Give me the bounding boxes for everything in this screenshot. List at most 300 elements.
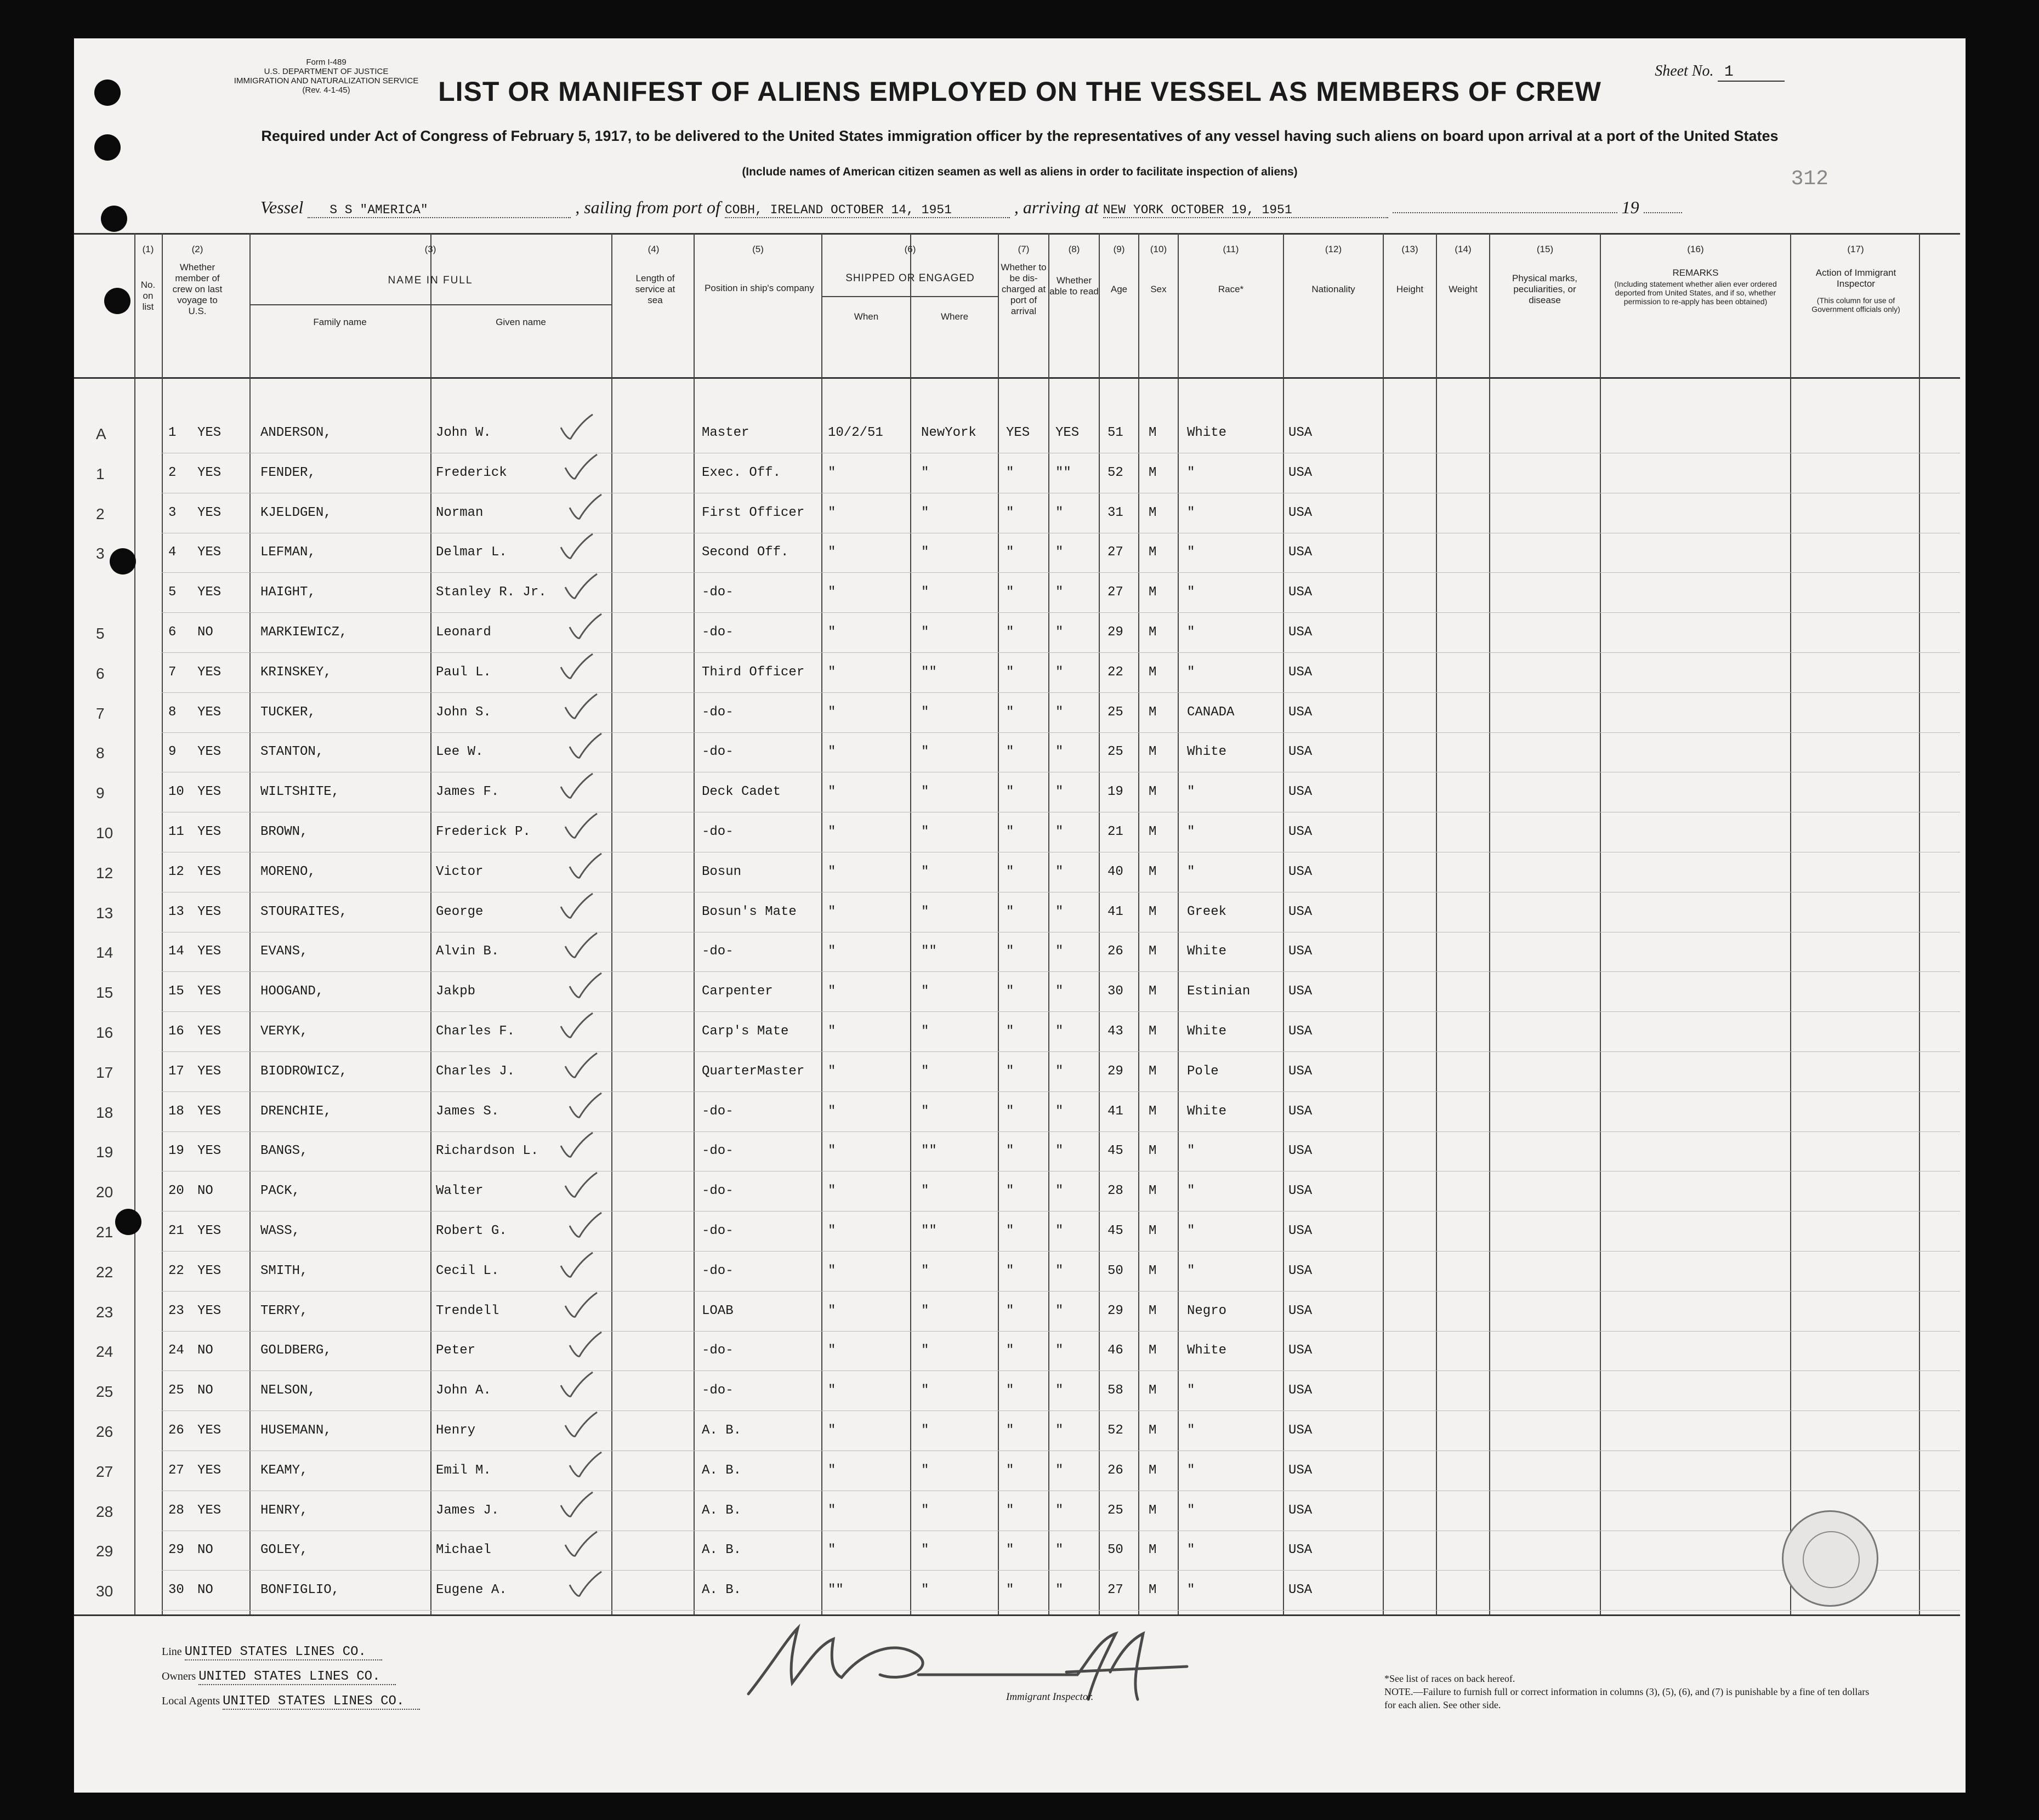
col16-subheader: (Including statement whether alien ever ordered deported from United States, and if so, whether permission to re-apply has been obtained): [1614, 280, 1777, 306]
row-1-fam: ANDERSON,: [260, 425, 332, 440]
row-24-nat: USA: [1288, 1343, 1313, 1358]
year-blank: [1644, 212, 1682, 213]
row-15-voy: YES: [197, 984, 221, 999]
row-16-where: ": [921, 1024, 929, 1039]
row-23-sex: M: [1149, 1304, 1157, 1318]
row-6-dis: ": [1006, 625, 1014, 640]
row-9-no: 9: [168, 744, 177, 759]
header-subrule: [249, 304, 611, 305]
check-mark-icon: [561, 810, 605, 843]
row-25-when: ": [828, 1383, 836, 1398]
row-12-pos: Bosun: [702, 865, 742, 879]
row-1-when: 10/2/51: [828, 425, 883, 440]
row-28-m: 28: [96, 1503, 113, 1520]
row-6-giv: Leonard: [436, 625, 491, 640]
row-7-dis: ": [1006, 665, 1014, 680]
row-23-no: 23: [168, 1304, 184, 1318]
row-3-where: ": [921, 505, 929, 520]
row-20-pos: -do-: [702, 1184, 734, 1198]
row-18-pos: -do-: [702, 1104, 734, 1119]
row-30-fam: BONFIGLIO,: [260, 1583, 340, 1597]
check-mark-icon: [556, 890, 600, 923]
row-1-nat: USA: [1288, 425, 1313, 440]
row-24-sex: M: [1149, 1343, 1157, 1358]
row-9-where: ": [921, 744, 929, 759]
row-3-age: 31: [1107, 505, 1123, 520]
row-15-m: 15: [96, 984, 113, 1001]
col14-header: Weight: [1449, 284, 1478, 294]
row-28-voy: YES: [197, 1503, 221, 1518]
row-17-when: ": [828, 1064, 836, 1079]
row-1-age: 51: [1107, 425, 1123, 440]
check-mark-icon: [556, 411, 600, 444]
row-4-where: ": [921, 545, 929, 560]
row-28-nat: USA: [1288, 1503, 1313, 1518]
row-11-race: ": [1187, 824, 1195, 839]
row-13-where: ": [921, 905, 929, 919]
row-14-voy: YES: [197, 944, 221, 959]
row-24-no: 24: [168, 1343, 184, 1358]
row-17-race: Pole: [1187, 1064, 1219, 1079]
row-13-dis: ": [1006, 905, 1014, 919]
row-16-when: ": [828, 1024, 836, 1039]
row-11-nat: USA: [1288, 824, 1313, 839]
row-18-dis: ": [1006, 1104, 1014, 1119]
col3-header: NAME IN FULL: [388, 275, 473, 286]
row-19-dis: ": [1006, 1144, 1014, 1158]
row-rule: [162, 692, 1960, 693]
check-mark-icon: [556, 651, 600, 684]
row-26-nat: USA: [1288, 1423, 1313, 1438]
column-rule: [611, 233, 612, 1614]
row-6-pos: -do-: [702, 625, 734, 640]
row-22-when: ": [828, 1264, 836, 1278]
check-mark-icon: [561, 1050, 605, 1083]
row-10-m: 9: [96, 784, 105, 801]
row-20-nat: USA: [1288, 1184, 1313, 1198]
col3-given-header: Given name: [496, 317, 546, 327]
row-23-read: ": [1055, 1304, 1064, 1318]
fine-note: [1384, 1685, 1878, 1711]
row-28-where: ": [921, 1503, 929, 1518]
col6-header: SHIPPED OR ENGAGED: [845, 272, 975, 284]
row-12-where: ": [921, 865, 929, 879]
column-rule: [1178, 233, 1179, 1614]
row-13-race: Greek: [1187, 905, 1227, 919]
row-20-fam: PACK,: [260, 1184, 300, 1198]
row-13-sex: M: [1149, 905, 1157, 919]
row-21-m: 21: [96, 1224, 113, 1241]
column-rule: [1048, 233, 1049, 1614]
col6-when-header: When: [854, 311, 879, 322]
row-6-when: ": [828, 625, 836, 640]
row-rule: [162, 1291, 1960, 1292]
footer-rule: [74, 1614, 1960, 1616]
row-18-when: ": [828, 1104, 836, 1119]
row-10-when: ": [828, 784, 836, 799]
row-27-read: ": [1055, 1463, 1064, 1478]
col15-num: (15): [1536, 244, 1554, 254]
col9-num: (9): [1113, 244, 1125, 254]
check-mark-icon: [561, 1289, 605, 1322]
row-2-sex: M: [1149, 465, 1157, 480]
row-2-m: 1: [96, 465, 105, 482]
row-18-giv: James S.: [436, 1104, 499, 1119]
row-rule: [162, 1570, 1960, 1571]
row-29-nat: USA: [1288, 1543, 1313, 1557]
punch-hole: [110, 548, 136, 575]
revision: (Rev. 4-1-45): [302, 86, 350, 95]
row-9-age: 25: [1107, 744, 1123, 759]
row-25-where: ": [921, 1383, 929, 1398]
page-title: LIST OR MANIFEST OF ALIENS EMPLOYED ON THE VESSEL AS MEMBERS OF CREW: [438, 76, 1601, 107]
row-7-voy: YES: [197, 665, 221, 680]
row-16-voy: YES: [197, 1024, 221, 1039]
row-28-fam: HENRY,: [260, 1503, 308, 1518]
row-13-age: 41: [1107, 905, 1123, 919]
check-mark-icon: [561, 930, 605, 963]
row-30-giv: Eugene A.: [436, 1583, 507, 1597]
row-27-pos: A. B.: [702, 1463, 742, 1478]
row-29-when: ": [828, 1543, 836, 1557]
note-label: NOTE.: [1384, 1686, 1413, 1697]
check-mark-icon: [565, 730, 609, 763]
row-12-m: 12: [96, 865, 113, 881]
row-4-sex: M: [1149, 545, 1157, 560]
row-2-no: 2: [168, 465, 177, 480]
row-29-pos: A. B.: [702, 1543, 742, 1557]
row-7-m: 6: [96, 665, 105, 682]
col4-header: Length of service at sea: [635, 273, 675, 305]
row-14-race: White: [1187, 944, 1227, 959]
row-22-m: 22: [96, 1264, 113, 1281]
row-11-m: 10: [96, 824, 113, 841]
department: U.S. DEPARTMENT OF JUSTICE: [264, 67, 389, 76]
row-29-sex: M: [1149, 1543, 1157, 1557]
row-16-nat: USA: [1288, 1024, 1313, 1039]
row-17-pos: QuarterMaster: [702, 1064, 805, 1079]
row-15-no: 15: [168, 984, 184, 999]
row-12-nat: USA: [1288, 865, 1313, 879]
row-8-pos: -do-: [702, 705, 734, 720]
row-3-giv: Norman: [436, 505, 484, 520]
row-rule: [162, 1410, 1960, 1411]
row-30-m: 30: [96, 1583, 113, 1600]
row-25-read: ": [1055, 1383, 1064, 1398]
column-rule: [1283, 233, 1284, 1614]
row-5-fam: HAIGHT,: [260, 585, 316, 600]
col15-header: Physical marks, peculiarities, or disease: [1512, 273, 1578, 305]
row-2-dis: ": [1006, 465, 1014, 480]
check-mark-icon: [565, 850, 609, 883]
row-23-where: ": [921, 1304, 929, 1318]
row-22-sex: M: [1149, 1264, 1157, 1278]
row-4-dis: ": [1006, 545, 1014, 560]
row-25-no: 25: [168, 1383, 184, 1398]
row-11-sex: M: [1149, 824, 1157, 839]
row-8-giv: John S.: [436, 705, 491, 720]
check-mark-icon: [561, 1409, 605, 1442]
row-26-voy: YES: [197, 1423, 221, 1438]
check-mark-icon: [556, 1249, 600, 1282]
row-14-where: "": [921, 944, 937, 959]
inspector-signature: [737, 1617, 1231, 1705]
check-mark-icon: [561, 691, 605, 724]
row-23-nat: USA: [1288, 1304, 1313, 1318]
seal-stamp: [1782, 1510, 1878, 1607]
col11-header: Race*: [1218, 284, 1244, 294]
row-17-voy: YES: [197, 1064, 221, 1079]
manifest-sheet: [74, 38, 1966, 1793]
service: IMMIGRATION AND NATURALIZATION SERVICE: [234, 76, 419, 86]
row-24-pos: -do-: [702, 1343, 734, 1358]
row-9-fam: STANTON,: [260, 744, 324, 759]
row-29-fam: GOLEY,: [260, 1543, 308, 1557]
row-3-m: 2: [96, 505, 105, 522]
line-label: Line: [162, 1646, 182, 1658]
row-14-fam: EVANS,: [260, 944, 308, 959]
row-22-nat: USA: [1288, 1264, 1313, 1278]
row-4-pos: Second Off.: [702, 545, 789, 560]
sheet-number-value: 1: [1718, 64, 1785, 82]
row-4-fam: LEFMAN,: [260, 545, 316, 560]
check-mark-icon: [561, 1528, 605, 1561]
include-note: (Include names of American citizen seamen as well as aliens in order to facilitate inspection of aliens): [742, 166, 1298, 178]
column-rule: [1383, 233, 1384, 1614]
row-25-giv: John A.: [436, 1383, 491, 1398]
row-29-m: 29: [96, 1543, 113, 1560]
row-17-giv: Charles J.: [436, 1064, 515, 1079]
row-18-voy: YES: [197, 1104, 221, 1119]
row-24-fam: GOLDBERG,: [260, 1343, 332, 1358]
col10-header: Sex: [1150, 284, 1167, 294]
row-9-sex: M: [1149, 744, 1157, 759]
agents-field: [162, 1694, 420, 1710]
row-28-read: ": [1055, 1503, 1064, 1518]
row-5-where: ": [921, 585, 929, 600]
row-20-no: 20: [168, 1184, 184, 1198]
column-rule: [910, 233, 911, 1614]
row-17-fam: BIODROWICZ,: [260, 1064, 348, 1079]
row-19-m: 19: [96, 1144, 113, 1161]
col7-num: (7): [1018, 244, 1030, 254]
row-2-when: ": [828, 465, 836, 480]
row-4-voy: YES: [197, 545, 221, 560]
col3-num: (3): [424, 244, 436, 254]
row-24-voy: NO: [197, 1343, 213, 1358]
row-11-no: 11: [168, 824, 184, 839]
row-3-dis: ": [1006, 505, 1014, 520]
row-25-nat: USA: [1288, 1383, 1313, 1398]
row-4-read: ": [1055, 545, 1064, 560]
row-25-m: 25: [96, 1383, 113, 1400]
row-22-pos: -do-: [702, 1264, 734, 1278]
row-5-pos: -do-: [702, 585, 734, 600]
row-12-sex: M: [1149, 865, 1157, 879]
col11-num: (11): [1223, 244, 1239, 254]
punch-hole: [104, 288, 130, 314]
row-15-sex: M: [1149, 984, 1157, 999]
col17-subheader: (This column for use of Government officials only): [1811, 296, 1900, 314]
row-23-pos: LOAB: [702, 1304, 734, 1318]
row-6-m: 5: [96, 625, 105, 642]
row-8-voy: YES: [197, 705, 221, 720]
row-8-no: 8: [168, 705, 177, 720]
row-2-age: 52: [1107, 465, 1123, 480]
check-mark-icon: [565, 1568, 609, 1601]
row-22-race: ": [1187, 1264, 1195, 1278]
row-5-race: ": [1187, 585, 1195, 600]
row-26-m: 26: [96, 1423, 113, 1440]
col5-header: Position in ship's company: [705, 283, 814, 293]
row-16-sex: M: [1149, 1024, 1157, 1039]
row-16-age: 43: [1107, 1024, 1123, 1039]
row-12-dis: ": [1006, 865, 1014, 879]
row-27-nat: USA: [1288, 1463, 1313, 1478]
row-6-nat: USA: [1288, 625, 1313, 640]
row-17-dis: ": [1006, 1064, 1014, 1079]
row-9-when: ": [828, 744, 836, 759]
row-13-voy: YES: [197, 905, 221, 919]
row-5-giv: Stanley R. Jr.: [436, 585, 547, 600]
column-rule: [1600, 233, 1601, 1614]
col16-header: REMARKS: [1672, 268, 1719, 278]
row-24-race: White: [1187, 1343, 1227, 1358]
row-30-race: ": [1187, 1583, 1195, 1597]
row-18-age: 41: [1107, 1104, 1123, 1119]
column-rule: [694, 233, 695, 1614]
row-4-giv: Delmar L.: [436, 545, 507, 560]
col6-where-header: Where: [940, 311, 969, 322]
row-19-fam: BANGS,: [260, 1144, 308, 1158]
note-text: —Failure to furnish full or correct information in columns (3), (5), (6), and (7) is punishable by a fine of ten dollars for each alien. See other side.: [1384, 1686, 1870, 1710]
row-4-race: ": [1187, 545, 1195, 560]
col1-num: (1): [142, 244, 154, 254]
row-18-race: White: [1187, 1104, 1227, 1119]
row-24-giv: Peter: [436, 1343, 476, 1358]
row-11-giv: Frederick P.: [436, 824, 531, 839]
row-26-sex: M: [1149, 1423, 1157, 1438]
row-rule: [162, 652, 1960, 653]
row-13-fam: STOURAITES,: [260, 905, 348, 919]
row-16-read: ": [1055, 1024, 1064, 1039]
row-26-dis: ": [1006, 1423, 1014, 1438]
row-26-no: 26: [168, 1423, 184, 1438]
column-rule: [162, 233, 163, 1614]
row-21-giv: Robert G.: [436, 1224, 507, 1238]
row-25-voy: NO: [197, 1383, 213, 1398]
row-rule: [162, 1091, 1960, 1092]
row-17-nat: USA: [1288, 1064, 1313, 1079]
row-15-when: ": [828, 984, 836, 999]
check-mark-icon: [556, 531, 600, 564]
row-22-where: ": [921, 1264, 929, 1278]
row-8-race: CANADA: [1187, 705, 1235, 720]
row-23-race: Negro: [1187, 1304, 1227, 1318]
row-16-race: White: [1187, 1024, 1227, 1039]
row-29-race: ": [1187, 1543, 1195, 1557]
check-mark-icon: [565, 1329, 609, 1362]
row-5-nat: USA: [1288, 585, 1313, 600]
row-12-race: ": [1187, 865, 1195, 879]
agents-label: Local Agents: [162, 1695, 220, 1707]
row-7-where: "": [921, 665, 937, 680]
row-5-when: ": [828, 585, 836, 600]
row-6-fam: MARKIEWICZ,: [260, 625, 348, 640]
col8-num: (8): [1068, 244, 1080, 254]
check-mark-icon: [561, 451, 605, 484]
row-2-fam: FENDER,: [260, 465, 316, 480]
row-24-m: 24: [96, 1343, 113, 1360]
row-14-m: 14: [96, 944, 113, 961]
row-10-fam: WILTSHITE,: [260, 784, 340, 799]
row-15-race: Estinian: [1187, 984, 1251, 999]
row-1-m: A: [96, 425, 106, 442]
row-10-where: ": [921, 784, 929, 799]
row-rule: [162, 971, 1960, 972]
row-5-voy: YES: [197, 585, 221, 600]
row-8-dis: ": [1006, 705, 1014, 720]
row-19-voy: YES: [197, 1144, 221, 1158]
col6-num: (6): [904, 244, 916, 254]
row-25-sex: M: [1149, 1383, 1157, 1398]
column-rule: [821, 233, 822, 1614]
row-21-when: ": [828, 1224, 836, 1238]
row-9-voy: YES: [197, 744, 221, 759]
row-8-read: ": [1055, 705, 1064, 720]
row-rule: [162, 1331, 1960, 1332]
row-6-sex: M: [1149, 625, 1157, 640]
row-21-dis: ": [1006, 1224, 1014, 1238]
column-rule: [134, 233, 135, 1614]
row-14-read: ": [1055, 944, 1064, 959]
row-6-no: 6: [168, 625, 177, 640]
row-21-read: ": [1055, 1224, 1064, 1238]
row-10-race: ": [1187, 784, 1195, 799]
row-5-age: 27: [1107, 585, 1123, 600]
row-23-age: 29: [1107, 1304, 1123, 1318]
check-mark-icon: [565, 970, 609, 1003]
row-8-age: 25: [1107, 705, 1123, 720]
row-29-voy: NO: [197, 1543, 213, 1557]
row-16-no: 16: [168, 1024, 184, 1039]
sailing-port: COBH, IRELAND OCTOBER 14, 1951: [725, 203, 1010, 218]
row-6-race: ": [1187, 625, 1195, 640]
col8-header: Whether able to read: [1049, 275, 1099, 297]
row-20-m: 20: [96, 1184, 113, 1201]
row-28-age: 25: [1107, 1503, 1123, 1518]
row-11-read: ": [1055, 824, 1064, 839]
sailing-label: , sailing from port of: [575, 197, 720, 217]
row-5-read: ": [1055, 585, 1064, 600]
row-rule: [162, 1051, 1960, 1052]
col17-header: Action of Immigrant Inspector: [1815, 268, 1896, 289]
row-26-when: ": [828, 1423, 836, 1438]
row-24-when: ": [828, 1343, 836, 1358]
row-4-when: ": [828, 545, 836, 560]
row-14-age: 26: [1107, 944, 1123, 959]
row-15-read: ": [1055, 984, 1064, 999]
row-10-dis: ": [1006, 784, 1014, 799]
row-22-age: 50: [1107, 1264, 1123, 1278]
row-15-dis: ": [1006, 984, 1014, 999]
year-label: 19: [1621, 197, 1639, 217]
row-24-where: ": [921, 1343, 929, 1358]
row-29-no: 29: [168, 1543, 184, 1557]
row-22-read: ": [1055, 1264, 1064, 1278]
row-10-age: 19: [1107, 784, 1123, 799]
row-19-read: ": [1055, 1144, 1064, 1158]
